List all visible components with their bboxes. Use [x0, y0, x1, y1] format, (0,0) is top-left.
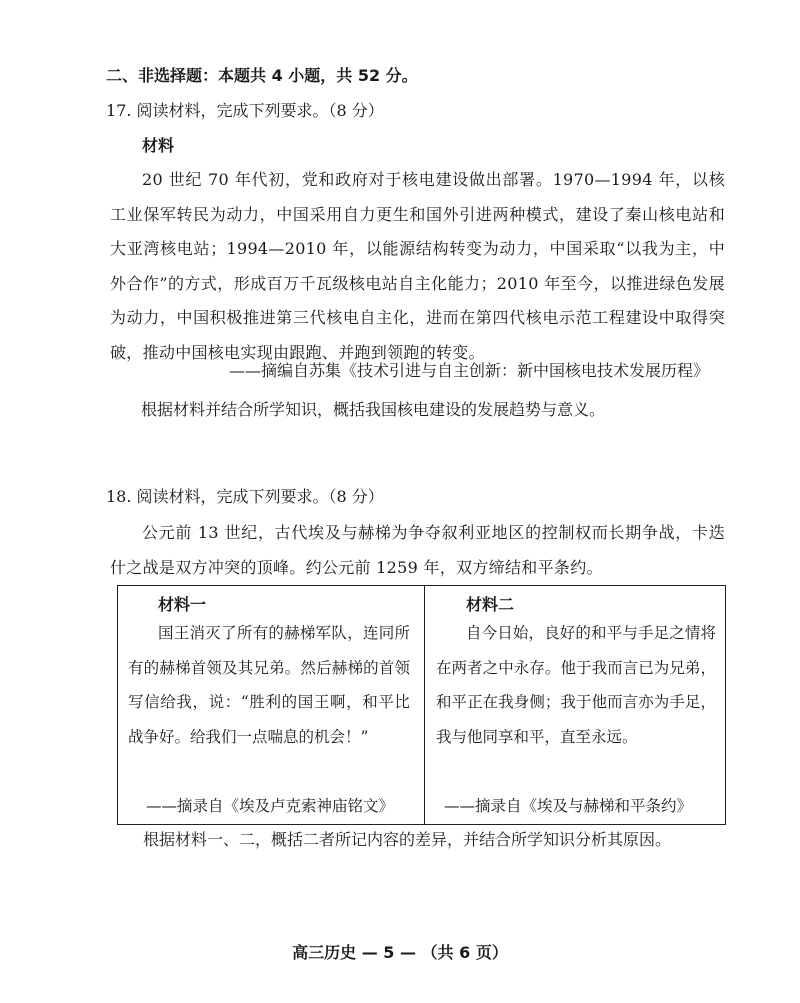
q18-question: 根据材料一、二，概括二者所记内容的差异，并结合所学知识分析其原因。 [143, 830, 672, 849]
q17-source: ——摘编自苏集《技术引进与自主创新：新中国核电技术发展历程》 [229, 361, 710, 380]
page-footer: 高三历史 — 5 — （共 6 页） [292, 943, 508, 962]
table-divider [424, 586, 425, 824]
material2-source: ——摘录自《埃及与赫梯和平条约》 [444, 797, 693, 815]
q17-question: 根据材料并结合所学知识，概括我国核电建设的发展趋势与意义。 [141, 400, 606, 419]
material1-source: ——摘录自《埃及卢克索神庙铭文》 [146, 797, 395, 815]
materials-table [117, 585, 726, 825]
material2-cell [426, 586, 726, 824]
material1-title: 材料一 [158, 595, 207, 614]
q17-material-label: 材料 [142, 136, 175, 155]
material1-cell [118, 586, 424, 824]
material2-text: 自今日始，良好的和平与手足之情将在两者之中永存。他于我而言已为兄弟，和平正在我身侧；我于他而言亦为手足，我与他同享和平，直至永远。 [436, 624, 716, 746]
q17-prompt: 17. 阅读材料，完成下列要求。（8 分） [106, 101, 384, 120]
q18-intro: 公元前 13 世纪，古代埃及与赫梯为争夺叙利亚地区的控制权而长期争战，卡迭什之战是双方冲突的顶峰。约公元前 1259 年，双方缔结和平条约。 [110, 523, 725, 577]
q17-material-text: 20 世纪 70 年代初，党和政府对于核电建设做出部署。1970—1994 年，以核工业保军转民为动力，中国采用自力更生和国外引进两种模式，建设了秦山核电站和大亚湾核电站；1994—2010 年，以能源结构转变为动力，中国采取“以我为主，中外合作”的方式，形成百万千瓦级核电站自主化能力；2010 年至今，以推进绿色发展为动力，中国积极推进第三代核电自主化，进而在第四代核电示范工程建设中取得突破，推动中国核电实现由跟跑、并跑到领跑的转变。 [110, 170, 725, 362]
q18-prompt: 18. 阅读材料，完成下列要求。（8 分） [106, 487, 384, 506]
section-heading: 二、非选择题：本题共 4 小题，共 52 分。 [106, 66, 418, 85]
material2-title: 材料二 [466, 595, 515, 614]
material1-text: 国王消灭了所有的赫梯军队，连同所有的赫梯首领及其兄弟。然后赫梯的首领写信给我，说：“胜利的国王啊，和平比战争好。给我们一点喘息的机会！” [128, 624, 410, 746]
